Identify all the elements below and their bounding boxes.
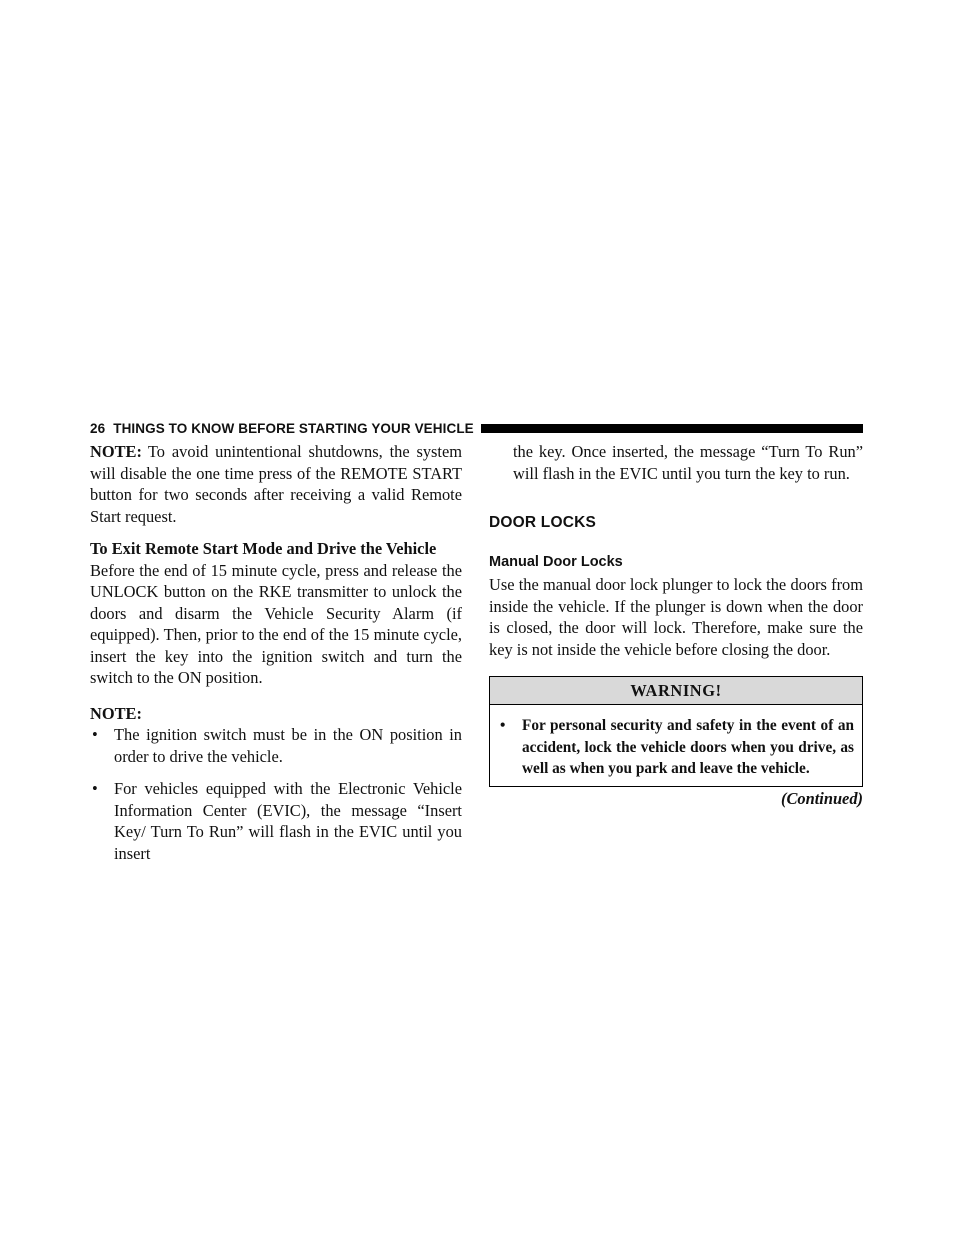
door-locks-heading: DOOR LOCKS: [489, 514, 597, 531]
warning-bullet-item: [500, 715, 854, 780]
section-title: THINGS TO KNOW BEFORE STARTING YOUR VEHICLE: [113, 420, 474, 436]
bullet-text: The ignition switch must be in the ON position in order to drive the vehicle.: [114, 725, 462, 766]
continued-label: (Continued): [781, 788, 863, 808]
bullet-icon: •: [500, 717, 506, 734]
header-rule: [481, 424, 863, 433]
warning-box: [489, 676, 863, 787]
bullet-item-evic: [90, 778, 462, 864]
bullet-icon: •: [92, 725, 98, 744]
page-number: 26: [90, 420, 106, 436]
manual-door-locks-text: Use the manual door lock plunger to lock the doors from inside the vehicle. If the plunger is down when the door is closed, the door will lock. Therefore, make sure the key is not inside the vehicle before closing the door.: [489, 575, 863, 659]
note-label: NOTE:: [90, 442, 142, 461]
exit-remote-start-text: Before the end of 15 minute cycle, press and release the UNLOCK button on the RKE transmitter to unlock the doors and disarm the Vehicle Security Alarm (if equipped). Then, prior to the end of the 15 minute cycle, insert the key into the ignition switch and turn the switch to the ON position.: [90, 560, 462, 687]
page-header: [90, 418, 863, 438]
bullet-continuation: the key. Once inserted, the message “Turn To Run” will flash in the EVIC until you turn the key to run.: [513, 442, 863, 483]
note-remote-start: [90, 441, 462, 527]
exit-remote-start-heading: To Exit Remote Start Mode and Drive the Vehicle: [90, 539, 437, 558]
note-label-2: NOTE:: [90, 703, 142, 723]
warning-body: [490, 705, 862, 786]
right-column: [489, 441, 863, 809]
bullet-item-ignition: [90, 724, 462, 767]
warning-bullet-text: For personal security and safety in the event of an accident, lock the vehicle doors when you drive, as well as when you park and leave the vehicle.: [522, 717, 854, 777]
warning-title: WARNING!: [490, 677, 862, 705]
bullet-text: For vehicles equipped with the Electronic Vehicle Information Center (EVIC), the message “Insert Key/ Turn To Run” will flash in the EVIC until you insert: [114, 779, 462, 863]
left-column: [90, 441, 462, 864]
bullet-icon: •: [92, 779, 98, 798]
note-text: To avoid unintentional shutdowns, the system will disable the one time press of the REMOTE START button for two seconds after receiving a valid Remote Start request.: [90, 442, 462, 526]
manual-door-locks-heading: Manual Door Locks: [489, 553, 623, 570]
